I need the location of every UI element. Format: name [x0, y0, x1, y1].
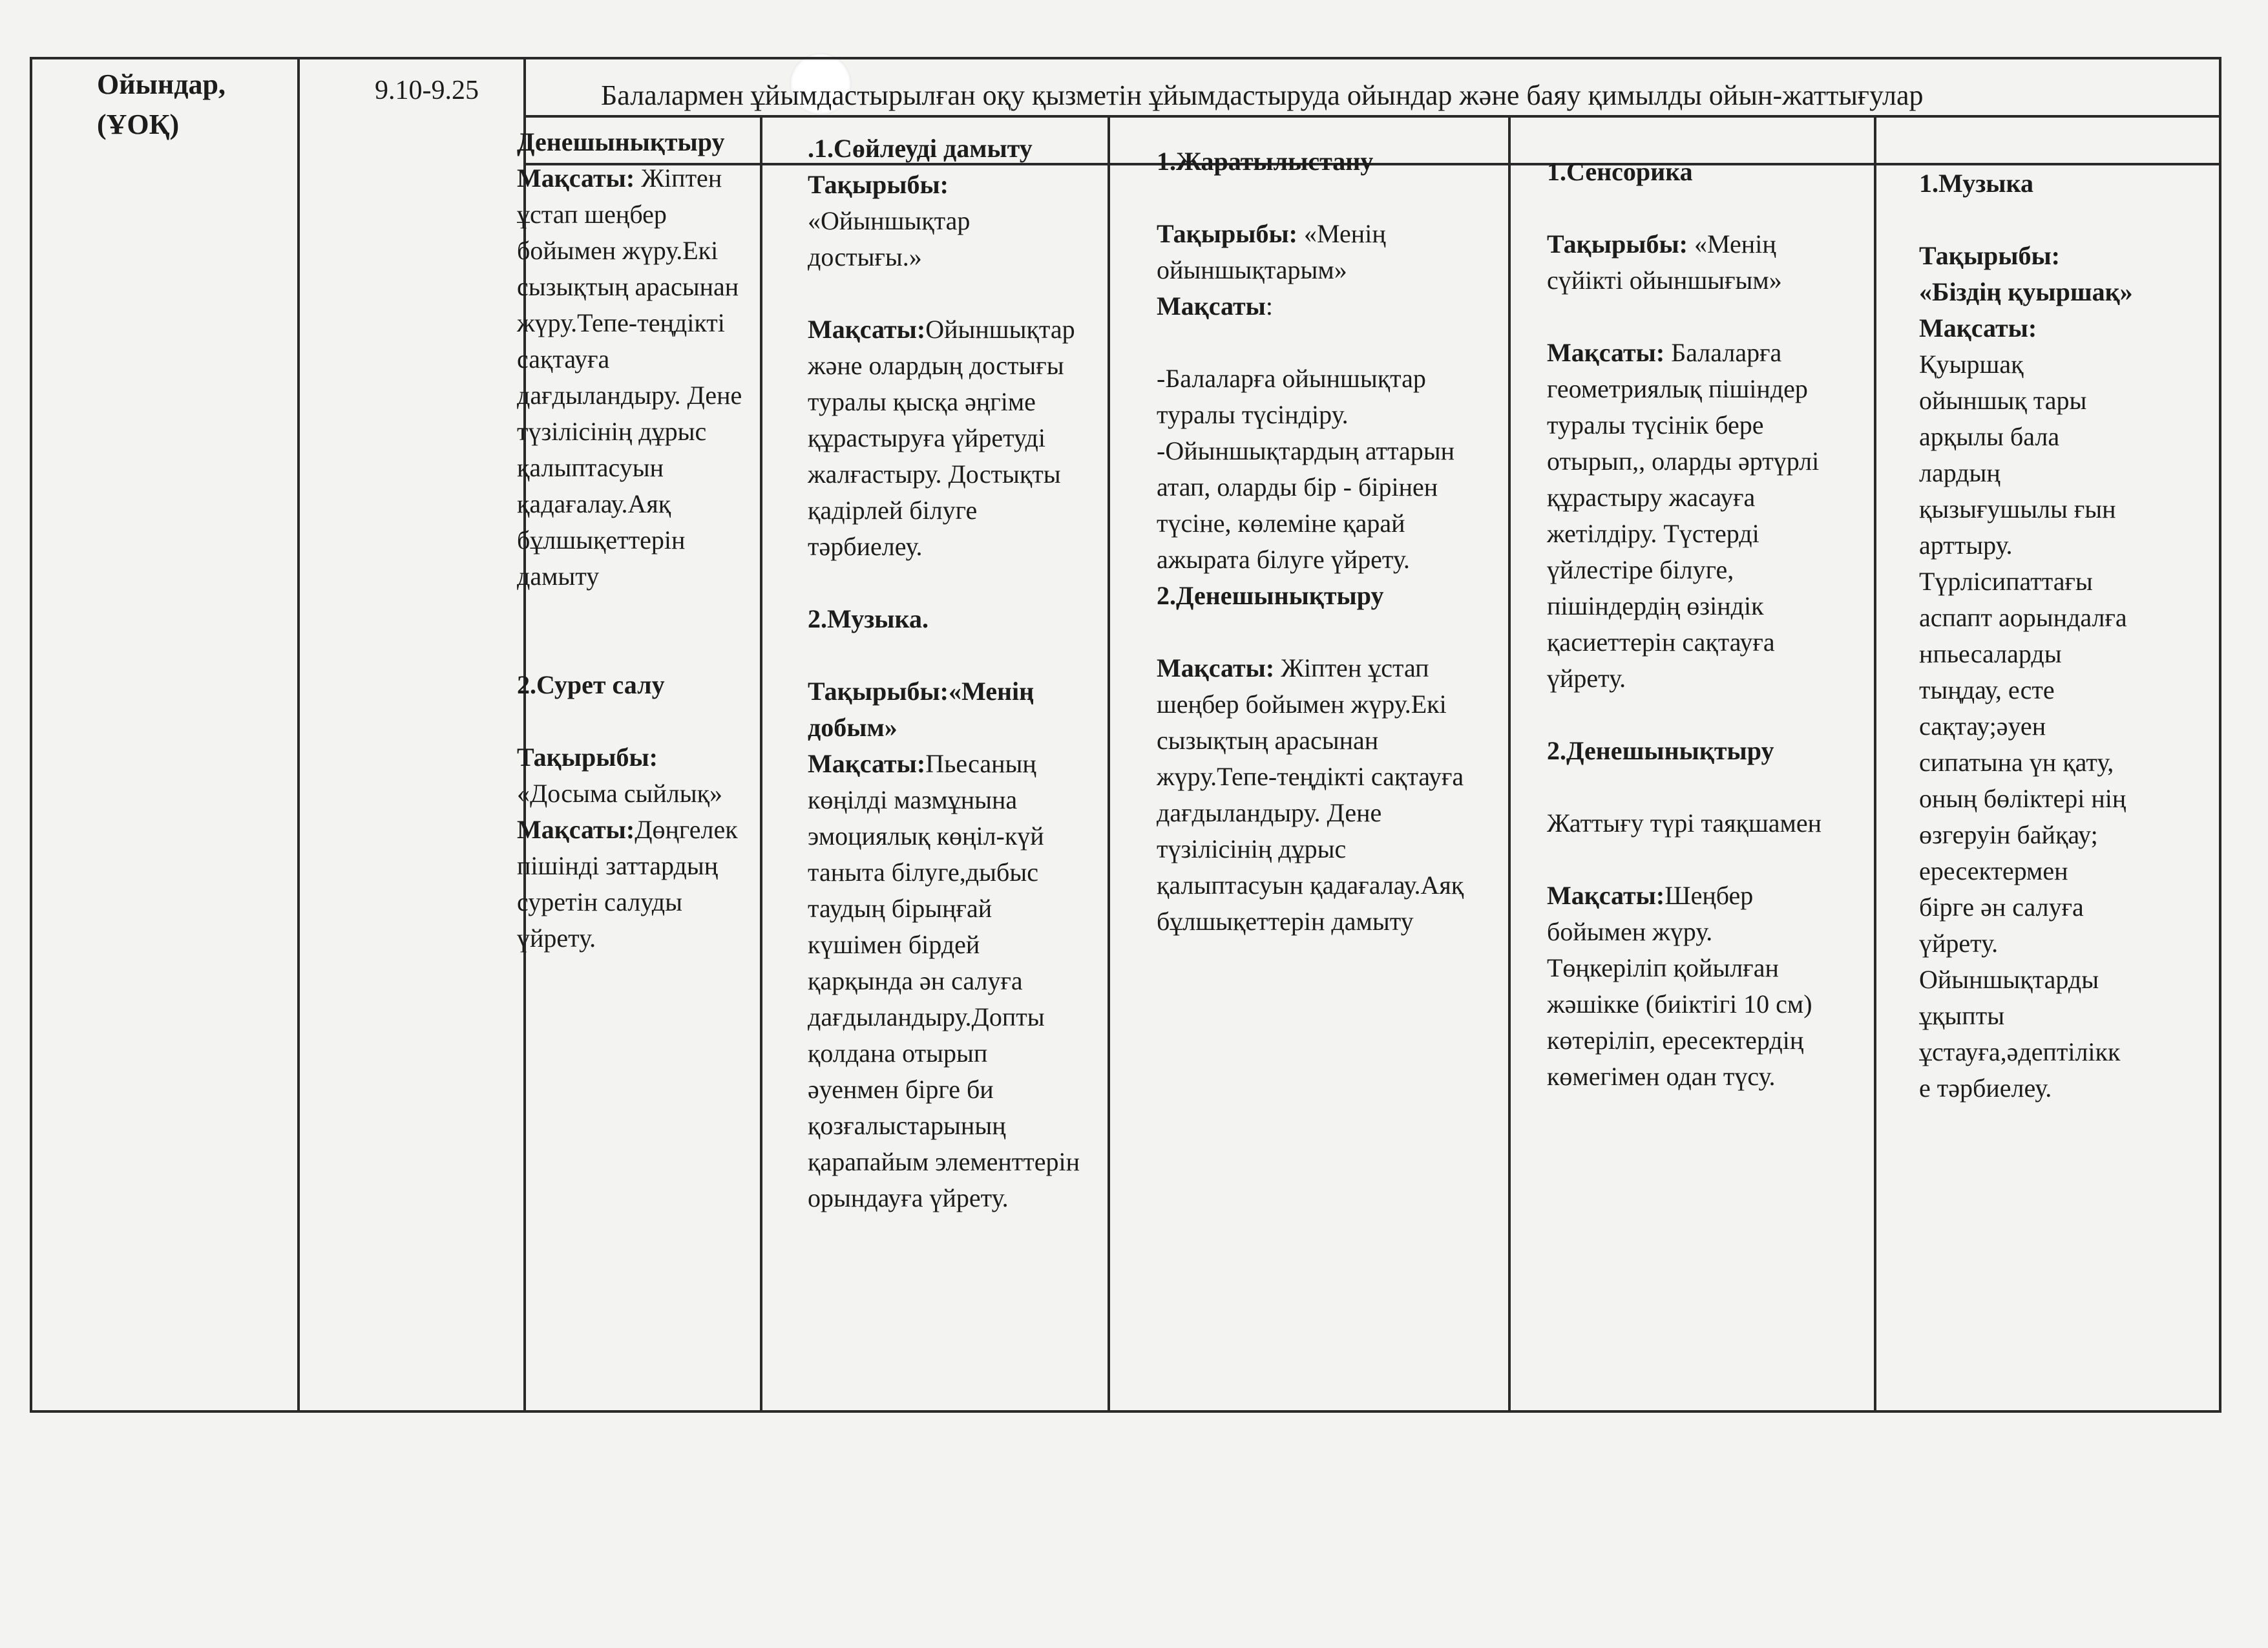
column-line	[1919, 527, 2216, 564]
line-text: ойыншықтарым»	[1157, 255, 1347, 284]
column-line	[808, 167, 1105, 203]
line-text: отырып,, оларды әртүрлі	[1547, 447, 1820, 476]
column-line	[1919, 491, 2216, 527]
day-column-2	[808, 131, 1105, 1216]
table-bottom-border	[30, 1410, 2221, 1413]
line-text: ойыншық тары	[1919, 386, 2087, 415]
column-line	[808, 492, 1105, 529]
column-line	[1547, 443, 1870, 480]
line-text: сызықтың арасынан	[1157, 726, 1379, 755]
bold-text: Мақсаты	[1157, 291, 1266, 321]
line-text: е тәрбиелеу.	[1919, 1073, 2052, 1103]
line-gap	[1547, 769, 1870, 805]
bold-text: .1.Сөйлеуді дамыту	[808, 134, 1033, 163]
line-text: сақтау;әуен	[1919, 712, 2046, 741]
line-text: қалыптасуын	[517, 453, 664, 482]
column-line	[808, 1035, 1105, 1072]
column-line	[1547, 660, 1870, 697]
line-text: жүру.Тепе-теңдікті сақтауға	[1157, 762, 1464, 791]
bold-text: Мақсаты:	[1547, 881, 1665, 910]
column-line	[1919, 672, 2216, 708]
bold-text: Мақсаты:	[808, 749, 926, 778]
column-line	[1157, 143, 1506, 180]
column-line	[808, 673, 1105, 710]
column-line	[808, 854, 1105, 891]
bold-text: Тақырыбы:	[1547, 229, 1694, 259]
line-text: қасиеттерін сақтауға	[1547, 628, 1775, 657]
bold-text: Денешынықтыру	[517, 127, 725, 156]
line-text: жүру.Тепе-теңдікті	[517, 308, 725, 337]
bold-text: 1.Музыка	[1919, 169, 2033, 198]
line-text: дамыту	[517, 562, 600, 591]
bold-text: Мақсаты:	[1547, 338, 1672, 367]
line-text: сақтауға	[517, 344, 610, 374]
line-text: қарапайым элементтерін	[808, 1147, 1080, 1176]
column-line	[1157, 578, 1506, 614]
line-text: Жаттығу түрі таяқшамен	[1547, 808, 1822, 838]
column-line	[1547, 914, 1870, 950]
column-line	[517, 667, 801, 703]
bold-text: «Біздің қуыршақ»	[1919, 277, 2133, 306]
line-text: жетілдіру. Түстерді	[1547, 519, 1759, 548]
bold-text: 1.Жаратылыстану	[1157, 147, 1374, 176]
column-line	[517, 522, 801, 558]
line-text: бойымен жүру.	[1547, 917, 1713, 946]
line-text: шеңбер бойымен жүру.Екі	[1157, 690, 1447, 719]
section-title-line1: Ойындар,	[97, 69, 226, 100]
line-text: атап, оларды бір - бірінен	[1157, 472, 1438, 502]
line-gap	[1547, 299, 1870, 335]
line-gap	[517, 631, 801, 667]
line-text: лардың	[1919, 458, 2000, 487]
column-line	[517, 739, 801, 776]
line-text: бірге ән салуға	[1919, 893, 2084, 922]
line-text: нпьесаларды	[1919, 639, 2062, 668]
line-text: Шеңбер	[1664, 881, 1754, 910]
table-top-border	[30, 57, 2221, 59]
column-line	[1547, 335, 1870, 371]
line-text: Түрлісипаттағы	[1919, 567, 2093, 596]
line-text: орындауға үйрету.	[808, 1183, 1009, 1212]
column-line	[517, 848, 801, 884]
bold-text: Тақырыбы:«Менің	[808, 677, 1034, 706]
column-line	[1919, 383, 2216, 419]
column-line	[517, 233, 801, 269]
bold-text: Тақырыбы:	[517, 743, 658, 772]
header-row-divider	[523, 115, 2219, 118]
line-gap	[808, 565, 1105, 601]
column-line	[1547, 552, 1870, 588]
column-line	[517, 812, 801, 848]
line-text: сызықтың арасынан	[517, 272, 739, 301]
column-line	[517, 196, 801, 233]
line-text: көңілді мазмұнына	[808, 785, 1018, 814]
line-text: арттыру.	[1919, 531, 2013, 560]
column-line	[517, 305, 801, 341]
line-gap	[517, 595, 801, 631]
column-line	[1547, 733, 1870, 769]
day-column-1	[517, 124, 801, 956]
column-line	[1547, 950, 1870, 986]
column-line	[808, 131, 1105, 167]
column-line	[1547, 154, 1870, 190]
line-text: :	[1265, 291, 1274, 321]
column-line	[1157, 433, 1506, 469]
column-line	[1547, 986, 1870, 1022]
line-text: ұқыпты	[1919, 1001, 2005, 1030]
line-text: бұлшықеттерін	[517, 525, 686, 555]
line-text: қозғалыстарының	[808, 1111, 1006, 1140]
line-text: «Менің	[1304, 219, 1386, 248]
line-text: Пьесаның	[925, 749, 1036, 778]
column-line	[1157, 542, 1506, 578]
line-text: үйрету.	[517, 924, 596, 953]
column-line	[1547, 805, 1870, 841]
bold-text: 2.Музыка.	[808, 604, 929, 633]
column-line	[1547, 1022, 1870, 1059]
line-text: бұлшықеттерін дамыту	[1157, 907, 1414, 936]
time-range: 9.10-9.25	[375, 76, 479, 105]
line-text: күшімен бірдей	[808, 930, 980, 959]
line-text: Балаларға	[1671, 338, 1782, 367]
bold-text: Тақырыбы:	[808, 170, 949, 199]
bold-text: Тақырыбы:	[1919, 241, 2060, 270]
column-line	[808, 1108, 1105, 1144]
bold-text: Мақсаты:	[517, 815, 635, 844]
line-text: құрастыруға үйретуді	[808, 423, 1045, 452]
column-line	[1919, 419, 2216, 455]
line-text: ажырата білуге үйрету.	[1157, 545, 1410, 574]
line-text: қалыптасуын қадағалау.Аяқ	[1157, 871, 1464, 900]
column-line	[1919, 636, 2216, 672]
col-divider-5	[1508, 115, 1511, 1413]
column-line	[808, 420, 1105, 456]
line-text: тәрбиелеу.	[808, 532, 923, 561]
line-text: бойымен жүру.Екі	[517, 236, 719, 265]
column-line	[808, 782, 1105, 818]
line-text: үйрету.	[1919, 929, 1999, 958]
line-gap	[1157, 614, 1506, 650]
line-text: туралы түсінік бере	[1547, 410, 1764, 439]
line-text: достығы.»	[808, 242, 922, 271]
line-gap	[1547, 190, 1870, 226]
table-left-border	[30, 57, 32, 1413]
column-line	[1157, 252, 1506, 288]
line-text: ұстап шеңбер	[517, 200, 667, 229]
line-text: құрастыру жасауға	[1547, 483, 1756, 512]
column-line	[808, 963, 1105, 999]
line-text: таудың бірыңғай	[808, 894, 992, 923]
column-line	[808, 999, 1105, 1035]
column-line	[1919, 962, 2216, 998]
column-line	[1919, 1034, 2216, 1070]
column-line	[1919, 274, 2216, 310]
column-line	[808, 312, 1105, 348]
line-text: әуенмен бірге би	[808, 1075, 994, 1104]
bold-text: 1.Сенсорика	[1547, 157, 1693, 186]
line-text: «Досыма сыйлық»	[517, 779, 723, 808]
column-line	[1157, 361, 1506, 397]
column-line	[808, 710, 1105, 746]
line-text: қызығушылы ғын	[1919, 494, 2116, 523]
column-line	[517, 920, 801, 956]
line-gap	[808, 275, 1105, 312]
line-gap	[1919, 202, 2216, 238]
col-divider-1	[297, 57, 300, 1413]
column-line	[808, 601, 1105, 637]
line-text: қадірлей білуге	[808, 496, 978, 525]
line-text: «Менің	[1694, 229, 1776, 259]
bold-text: 2.Денешынықтыру	[1547, 736, 1774, 765]
bold-text: 2.Денешынықтыру	[1157, 581, 1384, 610]
column-line	[1919, 925, 2216, 962]
line-text: аспапт аорындалға	[1919, 603, 2127, 632]
bold-text: Мақсаты:	[1919, 313, 2037, 343]
column-line	[808, 203, 1105, 239]
line-text: Төңкеріліп қойылған	[1547, 953, 1779, 982]
column-line	[1547, 588, 1870, 624]
column-line	[808, 384, 1105, 420]
line-text: ересектермен	[1919, 856, 2068, 885]
line-text: тыңдау, есте	[1919, 675, 2055, 704]
line-gap	[1547, 697, 1870, 733]
column-line	[1547, 624, 1870, 660]
column-line	[517, 450, 801, 486]
bold-text: добым»	[808, 713, 898, 742]
column-line	[1547, 480, 1870, 516]
column-line	[1547, 1059, 1870, 1095]
column-line	[1919, 745, 2216, 781]
line-text: көмегімен одан түсу.	[1547, 1062, 1776, 1091]
column-line	[1919, 346, 2216, 383]
column-line	[1919, 165, 2216, 202]
column-line	[1157, 795, 1506, 831]
column-line	[517, 558, 801, 595]
line-text: эмоциялық көңіл-күй	[808, 821, 1044, 850]
column-line	[1157, 650, 1506, 686]
line-text: үйрету.	[1547, 664, 1626, 693]
column-line	[1919, 708, 2216, 745]
column-line	[808, 348, 1105, 384]
line-gap	[1157, 180, 1506, 216]
line-text: жәшікке (биіктігі 10 см)	[1547, 989, 1812, 1019]
time-cell	[375, 72, 517, 109]
column-line	[808, 891, 1105, 927]
line-text: геометриялық пішіндер	[1547, 374, 1808, 403]
column-line	[1919, 817, 2216, 853]
column-line	[1919, 600, 2216, 636]
column-line	[1919, 781, 2216, 817]
bold-text: Тақырыбы:	[1157, 219, 1304, 248]
line-text: өзгеруін байқау;	[1919, 820, 2098, 849]
column-line	[517, 377, 801, 414]
column-line	[808, 529, 1105, 565]
column-line	[808, 1072, 1105, 1108]
col-divider-4	[1108, 115, 1110, 1413]
line-text: үйлестіре білуге,	[1547, 555, 1734, 584]
column-line	[1547, 226, 1870, 262]
line-text: -Балаларға ойыншықтар	[1157, 364, 1426, 393]
column-line	[808, 239, 1105, 275]
line-text: пішіндердің өзіндік	[1547, 591, 1764, 620]
line-text: және олардың достығы	[808, 351, 1064, 380]
column-line	[808, 746, 1105, 782]
line-text: оның бөліктері нің	[1919, 784, 2126, 813]
bold-text: Мақсаты:	[1157, 653, 1281, 682]
column-line	[1547, 371, 1870, 407]
column-line	[1919, 1070, 2216, 1106]
line-text: түсіне, көлеміне қарай	[1157, 509, 1405, 538]
column-line	[1919, 853, 2216, 889]
column-line	[517, 269, 801, 305]
bold-text: Мақсаты:	[517, 164, 642, 193]
line-text: түзілісінің дұрыс	[1157, 834, 1347, 863]
line-gap	[1547, 841, 1870, 878]
line-text: дағдыландыру. Дене	[517, 381, 742, 410]
column-line	[1547, 407, 1870, 443]
col-divider-6	[1874, 115, 1876, 1413]
column-line	[517, 341, 801, 377]
line-text: ұстауға,әдептілікк	[1919, 1037, 2121, 1066]
column-line	[1919, 455, 2216, 491]
column-line	[517, 414, 801, 450]
line-text: туралы түсіндіру.	[1157, 400, 1349, 429]
column-line	[517, 884, 801, 920]
line-text: сипатына үн қату,	[1919, 748, 2114, 777]
column-line	[1919, 564, 2216, 600]
line-gap	[808, 637, 1105, 673]
line-text: дағдыландыру. Дене	[1157, 798, 1382, 827]
line-text: туралы қысқа әңгіме	[808, 387, 1036, 416]
section-label-cell	[97, 65, 291, 145]
column-line	[1157, 288, 1506, 324]
line-text: -Ойыншықтардың аттарын	[1157, 436, 1455, 465]
line-text: суретін салуды	[517, 887, 682, 916]
column-line	[808, 818, 1105, 854]
bold-text: Мақсаты:	[808, 315, 926, 344]
line-text: таныта білуге,дыбыс	[808, 858, 1038, 887]
line-text: «Ойыншықтар	[808, 206, 971, 235]
line-text: арқылы бала	[1919, 422, 2060, 451]
line-text: қолдана отырып	[808, 1039, 988, 1068]
line-text: түзілісінің дұрыс	[517, 417, 707, 446]
column-line	[517, 776, 801, 812]
column-line	[1547, 878, 1870, 914]
column-line	[1547, 262, 1870, 299]
bold-text: 2.Сурет салу	[517, 670, 665, 699]
line-text: Дөңгелек	[635, 815, 738, 844]
line-text: қарқында ән салуға	[808, 966, 1023, 995]
line-text: Жіптен ұстап	[1281, 653, 1429, 682]
column-line	[1547, 516, 1870, 552]
table-right-border	[2219, 57, 2221, 1413]
line-text: сүйікті ойыншығым»	[1547, 266, 1782, 295]
day-column-4	[1547, 154, 1870, 1095]
column-line	[1919, 998, 2216, 1034]
column-line	[517, 124, 801, 160]
column-line	[517, 160, 801, 196]
column-line	[1157, 903, 1506, 940]
column-line	[1157, 216, 1506, 252]
line-text: жалғастыру. Достықты	[808, 460, 1061, 489]
column-line	[1157, 686, 1506, 723]
column-line	[1157, 831, 1506, 867]
day-column-3	[1157, 143, 1506, 940]
line-gap	[1157, 324, 1506, 361]
line-text: Қуыршақ	[1919, 350, 2024, 379]
column-line	[1919, 310, 2216, 346]
column-line	[1919, 238, 2216, 274]
line-text: Жіптен	[641, 164, 722, 193]
line-text: Ойыншықтар	[925, 315, 1075, 344]
activities-header: Балалармен ұйымдастырылған оқу қызметін ұйымдастыруда ойындар және баяу қимылды ойын-жаттығулар	[601, 79, 1924, 111]
column-line	[1157, 397, 1506, 433]
day-column-5	[1919, 165, 2216, 1106]
column-line	[1157, 759, 1506, 795]
section-title-line2: (ҰОҚ)	[97, 109, 180, 140]
line-text: Ойыншықтарды	[1919, 965, 2099, 994]
line-text: қадағалау.Аяқ	[517, 489, 671, 518]
line-text: көтеріліп, ересектердің	[1547, 1026, 1804, 1055]
column-line	[808, 1144, 1105, 1180]
column-line	[808, 1180, 1105, 1216]
column-line	[1919, 889, 2216, 925]
line-text: дағдыландыру.Допты	[808, 1002, 1045, 1031]
column-line	[1157, 505, 1506, 542]
line-text: пішінді заттардың	[517, 851, 719, 880]
column-line	[1157, 723, 1506, 759]
header-cell	[601, 78, 2216, 114]
column-line	[517, 486, 801, 522]
column-line	[808, 456, 1105, 492]
column-line	[1157, 867, 1506, 903]
column-line	[808, 927, 1105, 963]
line-gap	[517, 703, 801, 739]
column-line	[1157, 469, 1506, 505]
